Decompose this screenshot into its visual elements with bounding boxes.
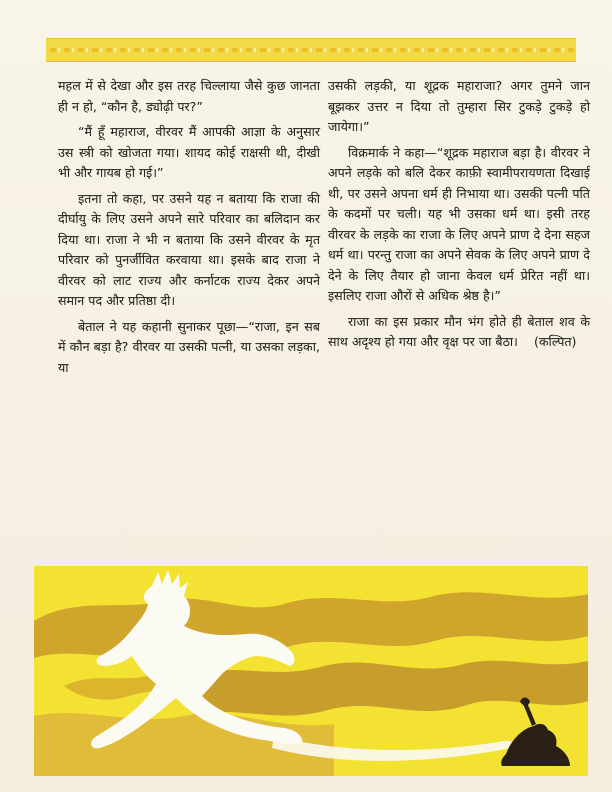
left-paragraph-1: महल में से देखा और इस तरह चिल्लाया जैसे कुछ जानता ही न हो, “कौन है, ड्योढ़ी पर?” — [58, 78, 320, 114]
right-paragraph-1: उसकी लड़की, या शूद्रक महाराजा? अगर तुमने जान बूझकर उत्तर न दिया तो तुम्हारा सिर टुकड़े टुकड़े हो जायेगा।” — [328, 78, 590, 134]
right-paragraph-2: विक्रमार्क ने कहा—“शूद्रक महाराज बड़ा है। वीरवर ने अपने लड़के को बलि देकर काफ़ी स्वामीपरायणता दिखाई थी, पर उसने अपना धर्म ही निभाया था। उसकी पत्नी पति के कदमों पर चली। यह भी उसका धर्म था। इसी तरह वीरवर के लड़के का राजा के लिए अपने प्राण दे देना सहज धर्म था। परन्तु राजा का अपने सेवक के लिए अपने प्राण दे देने के लिए तैयार हो जाना केवल धर्म प्रेरित नहीं था। इसलिए राजा औरों से अधिक श्रेष्ठ है।” — [328, 144, 590, 303]
warrior-figure — [501, 698, 570, 767]
story-illustration — [34, 566, 588, 776]
right-column — [328, 76, 590, 358]
right-paragraph-3-text: राजा का इस प्रकार मौन भंग होते ही बेताल शव के साथ अदृश्य हो गया और वृक्ष पर जा बैठा। — [328, 313, 590, 349]
artist-signature: ~~~ — [554, 757, 570, 764]
left-paragraph-3: इतना तो कहा, पर उसने यह न बताया कि राजा की दीर्घायु के लिए उसने अपने सारे परिवार का बलिदान कर दिया था। राजा ने भी न बताया कि उसने वीरवर के मृत परिवार को पुनर्जीवित करवाया था। इसके बाद राजा ने वीरवर को लाट राज्य और कर्नाटक राज्य देकर अपने समान पद और प्रतिष्ठा दी। — [58, 190, 320, 308]
right-paragraph-3 — [328, 312, 590, 353]
story-credit: (कल्पित) — [533, 334, 577, 349]
left-paragraph-4: बेताल ने यह कहानी सुनाकर पूछा—“राजा, इन सब में कौन बड़ा है? वीरवर या उसकी पत्नी, या उसका लड़का, या — [58, 318, 320, 375]
decorative-top-border — [46, 38, 576, 62]
illustration-art — [34, 566, 588, 776]
left-column — [58, 76, 320, 383]
left-paragraph-2: “मैं हूँ महाराज, वीरवर मैं आपकी आज्ञा के अनुसार उस स्त्री को खोजता गया। शायद कोई राक्षसी थी, दीखी भी और गायब हो गई।” — [58, 124, 320, 180]
